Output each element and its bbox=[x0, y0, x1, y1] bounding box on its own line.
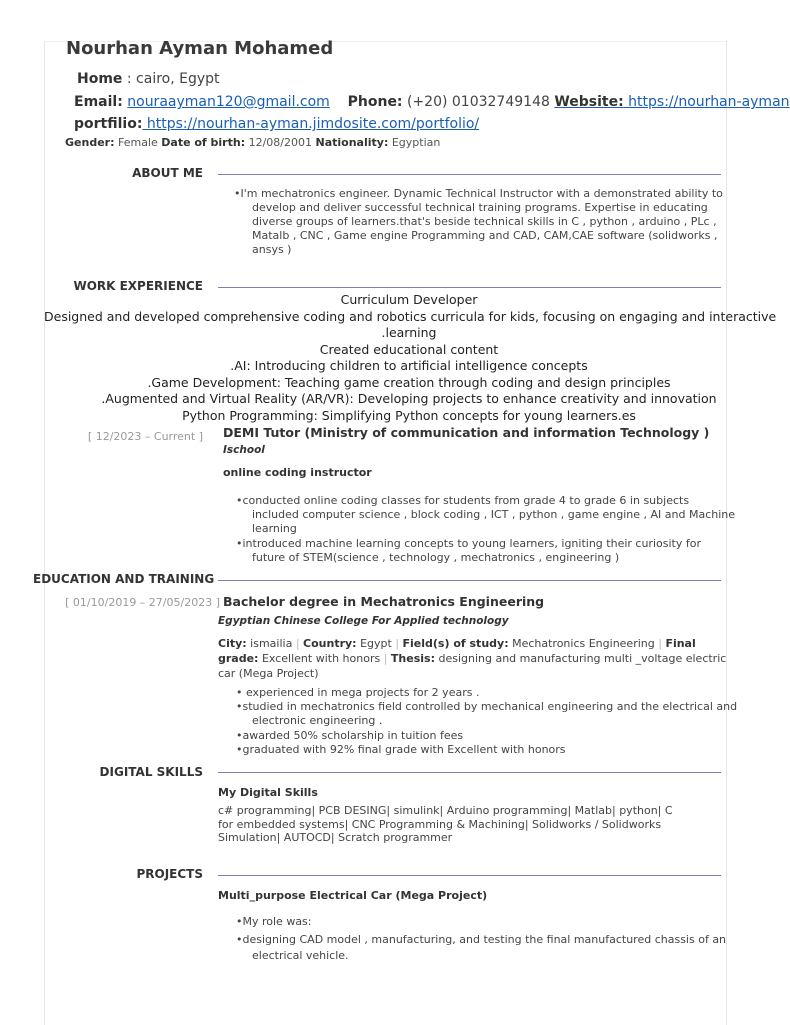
gender-label: Gender: bbox=[65, 136, 115, 149]
about-line: •I'm mechatronics engineer. Dynamic Technical Instructor with a demonstrated ability to bbox=[234, 187, 723, 200]
education-bullet bbox=[236, 686, 742, 700]
portfolio-label: portfilio: bbox=[74, 116, 143, 132]
digital-skills-list bbox=[218, 804, 673, 845]
work-summary-line: Created educational content bbox=[319, 341, 499, 357]
website-link[interactable] bbox=[554, 94, 789, 110]
digital-skills-line: for embedded systems| CNC Programming & Machining| Solidworks / Solidworks bbox=[218, 817, 662, 831]
education-bullet bbox=[236, 729, 742, 743]
work-date: [ 12/2023 – Current ] bbox=[87, 430, 203, 443]
work-bullet-line: included computer science , block coding , ICT , python , game engine , AI and Machine bbox=[252, 508, 736, 521]
separator: | bbox=[295, 637, 304, 650]
education-org: Egyptian Chinese College For Applied technology bbox=[218, 615, 509, 627]
work-bullet-line: learning bbox=[252, 522, 297, 535]
website-label: Website: bbox=[554, 94, 624, 110]
home-line bbox=[77, 71, 220, 87]
education-bullet-line: • experienced in mega projects for 2 years . bbox=[236, 686, 480, 699]
email-label: Email: bbox=[74, 94, 123, 110]
education-bullet bbox=[236, 743, 742, 757]
project-bullet-line: •My role was: bbox=[236, 915, 312, 928]
projects-heading: PROJECTS bbox=[136, 867, 203, 881]
work-bullet-line: future of STEM(science , technology , mechatronics , engineering ) bbox=[252, 551, 620, 564]
digital-skills-subtitle: My Digital Skills bbox=[218, 786, 318, 799]
work-summary-line: .Game Development: Teaching game creation through coding and design principles bbox=[147, 374, 671, 390]
education-details-line-3: car (Mega Project) bbox=[218, 667, 319, 680]
separator: | bbox=[658, 637, 666, 650]
work-bullet-line: •introduced machine learning concepts to young learners, igniting their curiosity for bbox=[236, 537, 701, 550]
website-value: https://nourhan-ayman bbox=[623, 94, 790, 110]
digital-skills-divider bbox=[218, 772, 721, 773]
city-label: City: bbox=[218, 637, 247, 650]
education-details-line-1 bbox=[218, 636, 726, 651]
country-label: Country: bbox=[303, 637, 357, 650]
education-details-line-2 bbox=[218, 651, 726, 666]
work-org: Ischool bbox=[223, 444, 265, 456]
work-role: online coding instructor bbox=[223, 466, 372, 479]
final-grade-value: Excellent with honors bbox=[258, 652, 384, 665]
city-value: ismailia bbox=[246, 637, 296, 650]
work-summary-line: Python Programming: Simplifying Python concepts for young learners.es bbox=[182, 407, 636, 423]
country-value: Egypt bbox=[356, 637, 396, 650]
work-summary-line: Designed and developed comprehensive coding and robotics curricula for kids, focusing on engaging and interactive bbox=[44, 308, 777, 324]
work-bullet bbox=[236, 494, 742, 536]
about-line: develop and deliver successful technical training programs. Expertise in educating bbox=[252, 201, 708, 214]
about-line: diverse groups of learners.that's beside technical skills in C , python , arduino , PLc , bbox=[252, 215, 717, 228]
about-line: Matalb , CNC , Game engine Programming and CAD, CAM,CAE software (solidworks , bbox=[252, 229, 718, 242]
education-bullet-line: electronic engineering . bbox=[252, 714, 383, 727]
gender-value: Female bbox=[114, 136, 162, 149]
home-label: Home bbox=[77, 71, 123, 87]
about-line: ansys ) bbox=[252, 243, 292, 256]
work-summary-line: .learning bbox=[381, 325, 437, 340]
work-title: DEMI Tutor (Ministry of communication and information Technology ) bbox=[223, 425, 710, 440]
digital-skills-line: c# programming| PCB DESING| simulink| Arduino programming| Matlab| python| C bbox=[218, 804, 673, 817]
portfolio-link[interactable]: https://nourhan-ayman.jimdosite.com/portfolio/ bbox=[142, 116, 480, 132]
phone-value: (+20) 01032749148 bbox=[402, 94, 555, 110]
education-bullet-line: •graduated with 92% final grade with Excellent with honors bbox=[236, 743, 566, 756]
home-value: : cairo, Egypt bbox=[122, 71, 220, 87]
education-divider bbox=[218, 580, 721, 581]
work-summary bbox=[44, 292, 777, 424]
email-link[interactable]: nouraayman120@gmail.com bbox=[127, 94, 330, 110]
about-heading: ABOUT ME bbox=[132, 166, 203, 180]
final-grade-label: Final bbox=[665, 637, 696, 650]
project-bullet bbox=[236, 915, 742, 929]
work-summary-line: Curriculum Developer bbox=[340, 292, 478, 307]
dob-value: 12/08/2001 bbox=[245, 136, 316, 149]
portfolio-line bbox=[74, 116, 479, 132]
project-bullet-line: electrical vehicle. bbox=[252, 949, 349, 962]
field-label: Field(s) of study: bbox=[402, 637, 509, 650]
projects-divider bbox=[218, 875, 721, 876]
work-divider bbox=[218, 287, 721, 288]
education-date: [ 01/10/2019 – 27/05/2023 ] bbox=[65, 596, 220, 609]
education-title: Bachelor degree in Mechatronics Engineering bbox=[223, 594, 545, 609]
education-heading: EDUCATION AND TRAINING bbox=[33, 572, 215, 586]
nationality-label: Nationality: bbox=[315, 136, 389, 149]
field-value: Mechatronics Engineering bbox=[508, 637, 659, 650]
project-bullet bbox=[236, 932, 742, 964]
education-details bbox=[218, 636, 726, 681]
education-bullet bbox=[236, 700, 742, 728]
thesis-label: Thesis: bbox=[390, 652, 435, 665]
work-summary-line: .Augmented and Virtual Reality (AR/VR): Developing projects to enhance creativity and innovation bbox=[101, 391, 717, 406]
thesis-value: designing and manufacturing multi _voltage electric bbox=[434, 652, 727, 665]
personal-info-line bbox=[65, 136, 440, 149]
work-bullet bbox=[236, 537, 742, 565]
phone-label: Phone: bbox=[347, 94, 403, 110]
digital-skills-line: Simulation| AUTOCD| Scratch programmer bbox=[218, 831, 453, 844]
dob-label: Date of birth: bbox=[161, 136, 246, 149]
work-bullet-line: •conducted online coding classes for students from grade 4 to grade 6 in subjects bbox=[236, 494, 690, 507]
contact-line bbox=[74, 94, 790, 110]
digital-skills-heading: DIGITAL SKILLS bbox=[99, 765, 203, 779]
nationality-value: Egyptian bbox=[388, 136, 441, 149]
about-text bbox=[234, 187, 723, 257]
candidate-name: Nourhan Ayman Mohamed bbox=[66, 38, 334, 59]
project-bullet-line: •designing CAD model , manufacturing, and testing the final manufactured chassis of an bbox=[236, 933, 727, 946]
about-divider bbox=[218, 174, 721, 175]
work-heading: WORK EXPERIENCE bbox=[73, 279, 203, 293]
education-bullet-line: •studied in mechatronics field controlled by mechanical engineering and the electrical and bbox=[236, 700, 738, 713]
separator: | bbox=[383, 652, 391, 665]
project-title: Multi_purpose Electrical Car (Mega Project) bbox=[218, 889, 488, 902]
work-summary-line: .AI: Introducing children to artificial intelligence concepts bbox=[230, 358, 588, 373]
final-grade-label-cont: grade: bbox=[218, 652, 259, 665]
separator: | bbox=[395, 637, 403, 650]
education-bullet-line: •awarded 50% scholarship in tuition fees bbox=[236, 729, 464, 742]
